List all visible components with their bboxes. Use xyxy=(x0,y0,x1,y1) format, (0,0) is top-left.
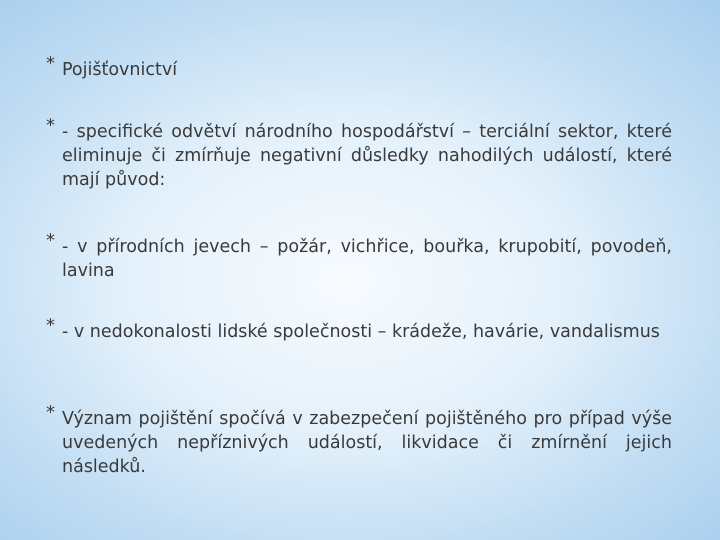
bullet-item-society xyxy=(46,315,672,344)
bullet-item-title xyxy=(46,53,672,82)
bullet-text: Pojišťovnictví xyxy=(62,60,178,80)
bullet-text: - specifické odvětví národního hospodářství – terciální sektor, které eliminuje či zmírňuje negativní důsledky nahodilých událostí, které mají původ: xyxy=(62,122,672,190)
asterisk-bullet-icon: * xyxy=(46,315,55,336)
bullet-item-natural-events xyxy=(46,230,672,283)
asterisk-bullet-icon: * xyxy=(46,230,55,251)
bullet-text: - v nedokonalosti lidské společnosti – krádeže, havárie, vandalismus xyxy=(62,322,660,342)
bullet-text: Význam pojištění spočívá v zabezpečení pojištěného pro případ výše uvedených nepříznivých událostí, likvidace či zmírnění jejich následků. xyxy=(62,409,672,477)
asterisk-bullet-icon: * xyxy=(46,402,55,423)
asterisk-bullet-icon: * xyxy=(46,53,55,74)
bullet-item-definition xyxy=(46,115,672,192)
asterisk-bullet-icon: * xyxy=(46,115,55,136)
bullet-item-significance xyxy=(46,402,672,479)
bullet-text: - v přírodních jevech – požár, vichřice, bouřka, krupobití, povodeň, lavina xyxy=(62,237,672,281)
